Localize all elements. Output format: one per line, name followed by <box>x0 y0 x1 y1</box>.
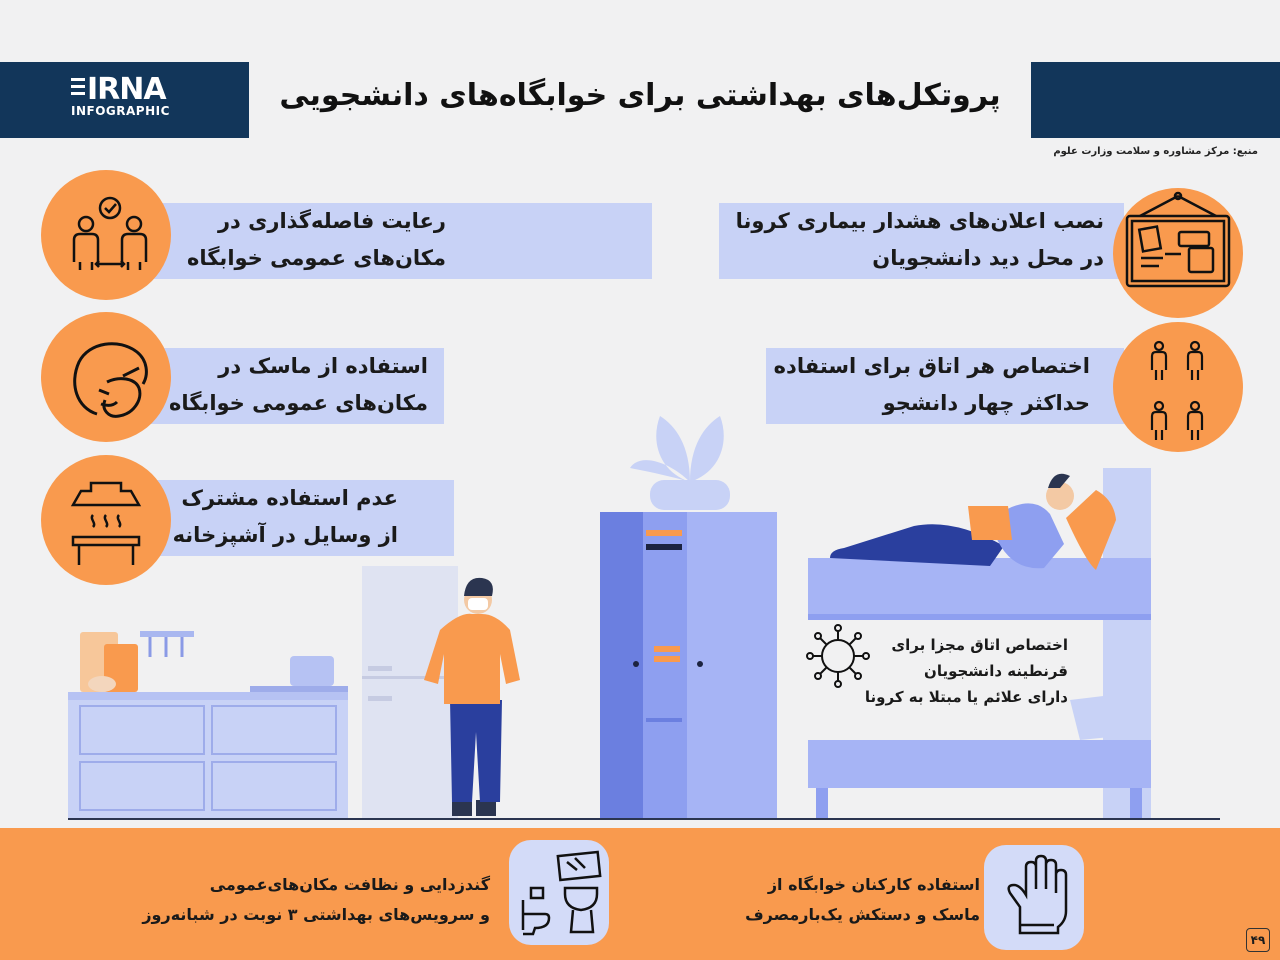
signs-line1: نصب اعلان‌های هشدار بیماری کرونا <box>735 209 1104 233</box>
page-number: ۴۹ <box>1246 928 1270 952</box>
kitchen-counter <box>68 631 348 818</box>
staff-square <box>984 845 1084 950</box>
distance-circle <box>41 170 171 300</box>
staff-line2: ماسک و دستکش یک‌بارمصرف <box>745 905 980 924</box>
toilet-sink-icon <box>509 840 609 945</box>
room-line2: حداکثر چهار دانشجو <box>882 391 1090 415</box>
logo-irna-text: IRNA <box>87 72 166 107</box>
quarantine-caption <box>846 632 1068 710</box>
staff-line1: استفاده کارکنان خوابگاه از <box>767 875 980 894</box>
quarantine-line3: دارای علائم یا مبتلا به کرونا <box>864 688 1068 706</box>
irna-logo <box>71 72 181 124</box>
notice-board-icon <box>1113 188 1243 318</box>
room-line1: اختصاص هر اتاق برای استفاده <box>773 354 1090 378</box>
glove-icon <box>984 845 1084 950</box>
wardrobe <box>600 416 777 818</box>
quarantine-line1: اختصاص اتاق مجزا برای <box>891 636 1068 654</box>
quarantine-line2: قرنطینه دانشجویان <box>924 662 1068 680</box>
kitchen-line2: از وسایل در آشپزخانه <box>172 523 398 547</box>
header-right-banner <box>1031 62 1280 138</box>
distance-line2: مکان‌های عمومی خوابگاه <box>186 246 446 270</box>
cleaning-square <box>509 840 609 945</box>
floor-line <box>68 818 1220 820</box>
dorm-scene <box>0 400 1280 830</box>
cleaning-line2: و سرویس‌های بهداشتی ۳ نوبت در شبانه‌روز <box>142 905 490 924</box>
distance-line1: رعایت فاصله‌گذاری در <box>217 209 446 233</box>
signs-circle <box>1113 188 1243 318</box>
distance-people-icon <box>41 170 171 300</box>
signs-band <box>719 203 1124 279</box>
logo-infographic-text: INFOGRAPHIC <box>71 104 170 118</box>
cleaning-text <box>110 870 490 930</box>
distance-band <box>140 203 652 279</box>
mask-line1: استفاده از ماسک در <box>218 354 428 378</box>
fridge <box>362 566 458 818</box>
page-title: پروتکل‌های بهداشتی برای خوابگاه‌های دانشجویی <box>279 78 1001 113</box>
kitchen-line1: عدم استفاده مشترک <box>181 486 398 510</box>
mask-line2: مکان‌های عمومی خوابگاه <box>168 391 428 415</box>
cleaning-line1: گندزدایی و نظافت مکان‌های‌عمومی <box>209 875 490 894</box>
staff-text <box>710 870 980 930</box>
source-note: منبع: مرکز مشاوره و سلامت وزارت علوم <box>1053 146 1258 157</box>
signs-line2: در محل دید دانشجویان <box>872 246 1104 270</box>
